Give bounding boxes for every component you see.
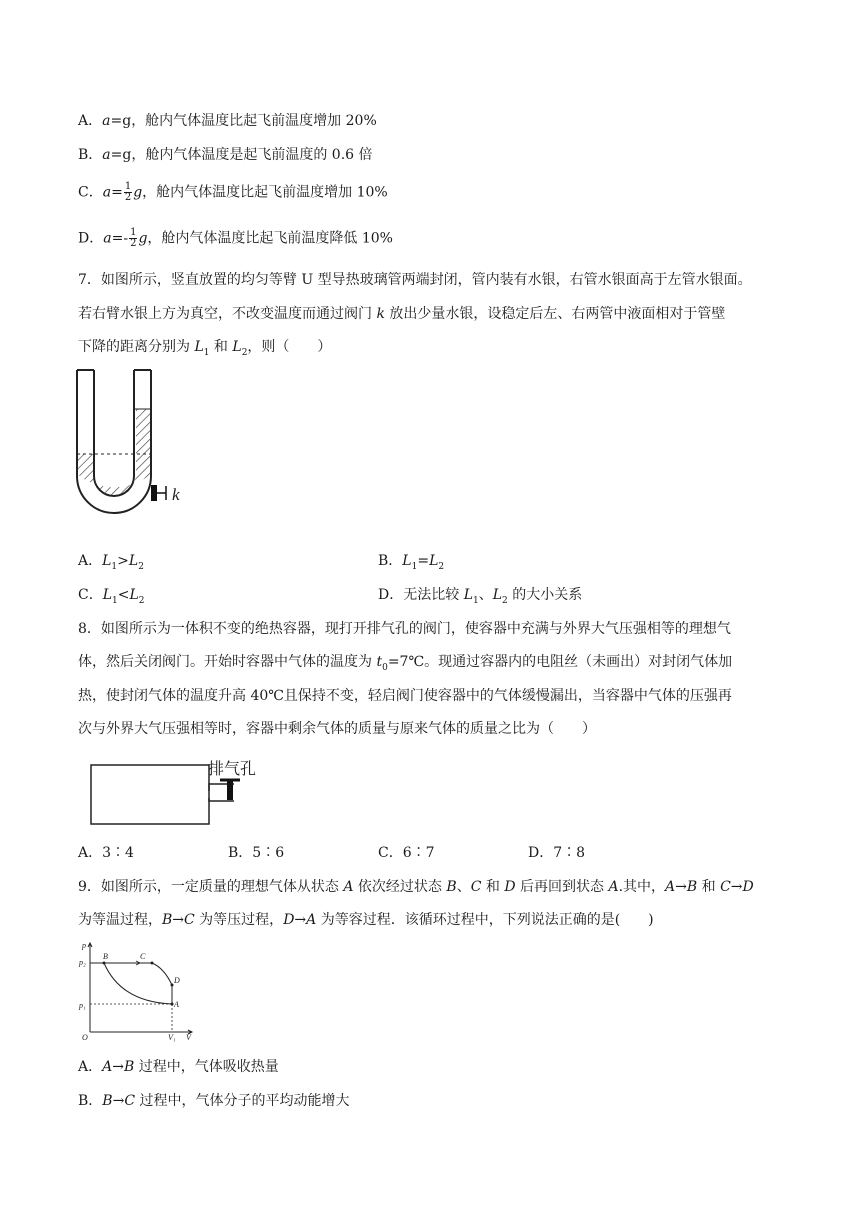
vent-valve — [227, 780, 233, 800]
q9-option-b: B．B→C 过程中，气体分子的平均动能增大 — [78, 1093, 350, 1109]
valve-k — [151, 485, 157, 501]
q7-option-c: C．$L_1<L_2$ — [78, 587, 145, 606]
q7-stem-line-2: 若右臂水银上方为真空，不改变温度而通过阀门 k 放出少量水银，设稳定后左、右两管中液面相对于管壁 — [78, 306, 726, 322]
pv-diagram — [76, 938, 198, 1042]
q8-option-b: B．5∶6 — [228, 845, 285, 861]
mercury-fill — [77, 409, 151, 495]
valve-label: k — [172, 485, 180, 504]
q6-option-a: A．a=g，舱内气体温度比起飞前温度增加 20% — [78, 113, 377, 129]
q9-option-a: A．A→B 过程中，气体吸收热量 — [78, 1059, 279, 1075]
q8-stem-line-2: 体，然后关闭阀门。开始时容器中气体的温度为 $t_0=7℃$。现通过容器内的电阻丝（未画出）对封闭气体加 — [78, 654, 733, 673]
q6-option-c: C．a= $\frac{1}{2}$ g，舱内气体温度比起飞前温度增加 10% — [78, 181, 388, 203]
q7-option-b: B．$L_1=L_2$ — [378, 553, 445, 572]
svg-text:p: p — [82, 941, 86, 950]
q8-option-a: A．3∶4 — [78, 845, 134, 861]
svg-text:C: C — [140, 952, 146, 961]
svg-text:A: A — [174, 1000, 179, 1009]
q8-stem-line-3: 热，使封闭气体的温度升高 40℃且保持不变，轻启阀门使容器中的气体缓慢漏出，当容器中气体的压强再 — [78, 688, 732, 704]
container-box — [91, 765, 209, 824]
q8-stem-line-1: 8．如图所示为一体积不变的绝热容器，现打开排气孔的阀门，使容器中充满与外界大气压强相等的理想气 — [78, 621, 731, 637]
vent-label: 排气孔 — [208, 759, 257, 778]
q7-stem-line-3: 下降的距离分别为 $L_1$ 和 $L_2$，则（ ） — [78, 339, 332, 358]
svg-text:V₁: V₁ — [168, 1033, 176, 1042]
q8-stem-line-4: 次与外界大气压强相等时，容器中剩余气体的质量与原来气体的质量之比为（ ） — [78, 721, 596, 737]
q6-option-d: D．a=- $\frac{1}{2}$ g，舱内气体温度比起飞前温度降低 10% — [78, 227, 393, 249]
q9-stem-line-2: 为等温过程，B→C 为等压过程，D→A 为等容过程．该循环过程中，下列说法正确的是( ) — [78, 912, 654, 928]
cd-isotherm — [152, 963, 172, 985]
q8-option-d: D．7∶8 — [528, 845, 586, 861]
fraction: $\frac{1}{2}$ — [124, 181, 132, 203]
svg-text:B: B — [103, 952, 108, 961]
svg-text:O: O — [82, 1033, 88, 1042]
q7-stem-line-1: 7．如图所示，竖直放置的均匀等臂 U 型导热玻璃管两端封闭，管内装有水银，右管水银面高于左管水银面。 — [78, 272, 752, 288]
u-tube-figure — [70, 366, 200, 538]
fraction: $\frac{1}{2}$ — [130, 227, 137, 249]
svg-text:D: D — [174, 976, 180, 985]
svg-text:p₂: p₂ — [79, 958, 86, 967]
q6-option-b: B．a=g，舱内气体温度是起飞前温度的 0.6 倍 — [78, 147, 373, 163]
svg-text:V: V — [186, 1033, 191, 1042]
q8-option-c: C．6∶7 — [378, 845, 435, 861]
q9-stem-line-1: 9．如图所示，一定质量的理想气体从状态 A 依次经过状态 B、C 和 D 后再回到状态 A.其中，A→B 和 C→D — [78, 879, 754, 895]
container-figure — [84, 756, 274, 830]
q7-option-a: A．$L_1>L_2$ — [78, 553, 144, 572]
q7-option-d: D．无法比较 $L_1$、$L_2$ 的大小关系 — [378, 587, 583, 606]
u-tube-inner — [94, 370, 134, 496]
svg-text:p₁: p₁ — [79, 1001, 86, 1010]
